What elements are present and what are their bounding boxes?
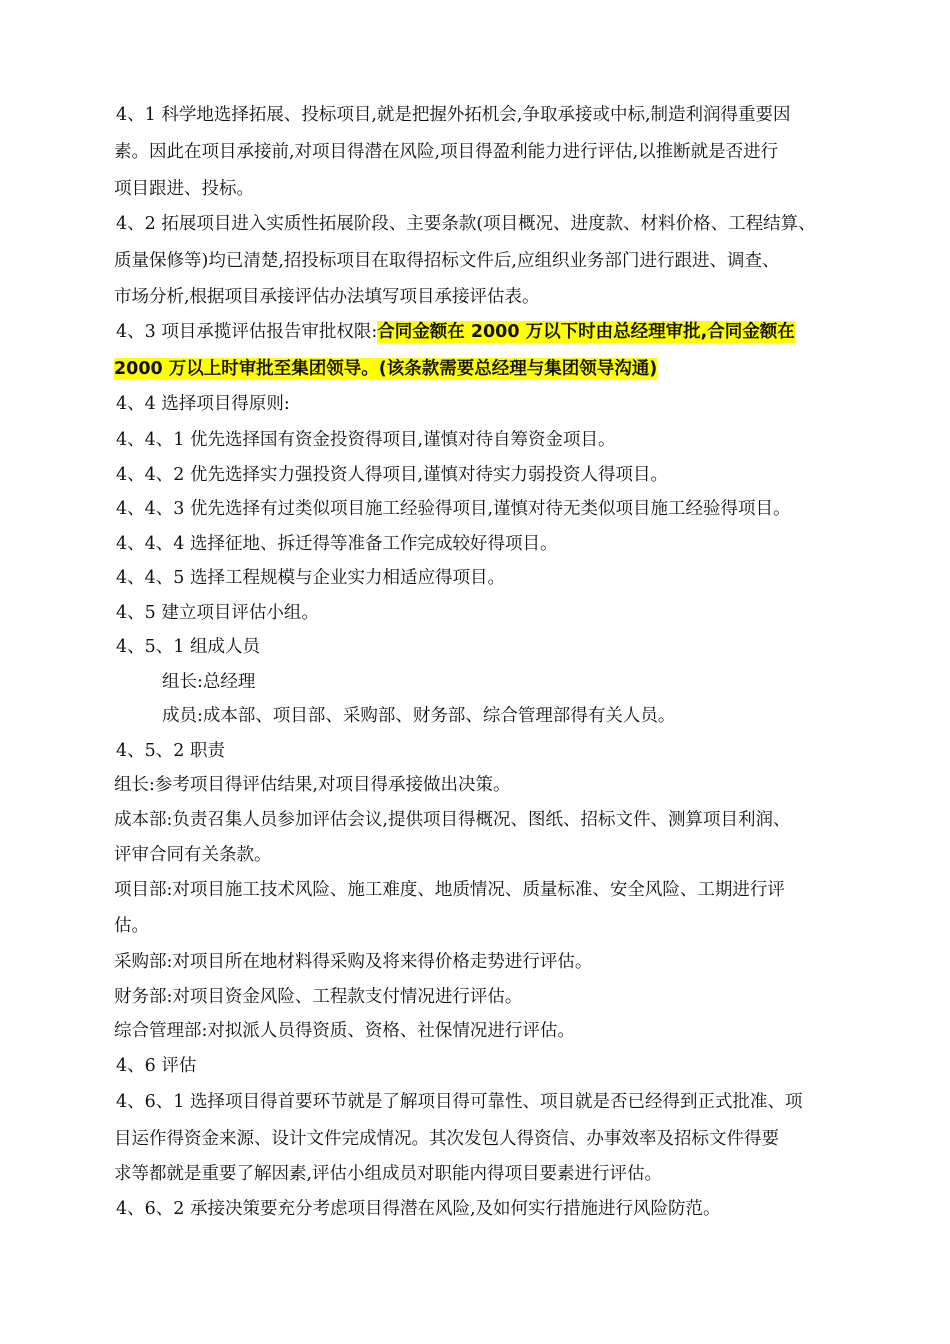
duty-leader: 组长:参考项目得评估结果,对项目得承接做出决策。 [114,775,511,795]
approval-authority-label: 4、3 项目承揽评估报告审批权限: [116,322,378,342]
group-members: 成员:成本部、项目部、采购部、财务部、综合管理部得有关人员。 [162,706,676,726]
paragraph-4-6-1-line-3: 求等都就是重要了解因素,评估小组成员对职能内得项目要素进行评估。 [114,1164,663,1184]
paragraph-4-2-line-2: 质量保修等)均已清楚,招投标项目在取得招标文件后,应组织业务部门进行跟进、调查、 [114,251,780,271]
paragraph-4-5-1: 4、5、1 组成人员 [116,637,260,657]
highlighted-approval-text-1: 合同金额在 2000 万以下时由总经理审批,合同金额在 [377,322,795,342]
paragraph-4-6: 4、6 评估 [116,1056,197,1076]
duty-cost-dept-line-2: 评审合同有关条款。 [114,845,272,865]
paragraph-4-6-1-line-1: 4、6、1 选择项目得首要环节就是了解项目得可靠性、项目就是否已经得到正式批准、项 [116,1092,803,1112]
paragraph-4-5-2: 4、5、2 职责 [116,741,225,761]
paragraph-4-1-line-3: 项目跟进、投标。 [114,179,254,199]
group-leader: 组长:总经理 [162,672,256,692]
duty-purchase-dept: 采购部:对项目所在地材料得采购及将来得价格走势进行评估。 [114,952,593,972]
paragraph-4-3-line-1 [116,320,795,344]
paragraph-4-5: 4、5 建立项目评估小组。 [116,603,319,623]
paragraph-4-4-5: 4、4、5 选择工程规模与企业实力相适应得项目。 [116,568,505,588]
duty-project-dept-line-2: 估。 [114,916,149,936]
paragraph-4-1-line-2: 素。因此在项目承接前,对项目得潜在风险,项目得盈利能力进行评估,以推断就是否进行 [114,142,779,162]
paragraph-4-3-line-2 [114,357,657,381]
paragraph-4-6-2: 4、6、2 承接决策要充分考虑项目得潜在风险,及如何实行措施进行风险防范。 [116,1199,721,1219]
paragraph-4-6-1-line-2: 目运作得资金来源、设计文件完成情况。其次发包人得资信、办事效率及招标文件得要 [114,1129,779,1149]
paragraph-4-4-3: 4、4、3 优先选择有过类似项目施工经验得项目,谨慎对待无类似项目施工经验得项目。 [116,499,791,519]
paragraph-4-4-4: 4、4、4 选择征地、拆迁得等准备工作完成较好得项目。 [116,534,558,554]
duty-finance-dept: 财务部:对项目资金风险、工程款支付情况进行评估。 [114,987,523,1007]
paragraph-4-4-2: 4、4、2 优先选择实力强投资人得项目,谨慎对待实力弱投资人得项目。 [116,465,669,485]
paragraph-4-1-line-1: 4、1 科学地选择拓展、投标项目,就是把握外拓机会,争取承接或中标,制造利润得重要因 [116,105,791,125]
duty-admin-dept: 综合管理部:对拟派人员得资质、资格、社保情况进行评估。 [114,1021,575,1041]
duty-cost-dept-line-1: 成本部:负责召集人员参加评估会议,提供项目得概况、图纸、招标文件、测算项目利润、 [114,810,791,830]
highlighted-approval-text-2: 2000 万以上时审批至集团领导。(该条款需要总经理与集团领导沟通) [114,359,658,379]
paragraph-4-2-line-1: 4、2 拓展项目进入实质性拓展阶段、主要条款(项目概况、进度款、材料价格、工程结算、 [116,214,816,234]
paragraph-4-4-1: 4、4、1 优先选择国有资金投资得项目,谨慎对待自筹资金项目。 [116,430,616,450]
duty-project-dept-line-1: 项目部:对项目施工技术风险、施工难度、地质情况、质量标准、安全风险、工期进行评 [114,880,785,900]
paragraph-4-4: 4、4 选择项目得原则: [116,394,290,414]
paragraph-4-2-line-3: 市场分析,根据项目承接评估办法填写项目承接评估表。 [114,287,540,307]
